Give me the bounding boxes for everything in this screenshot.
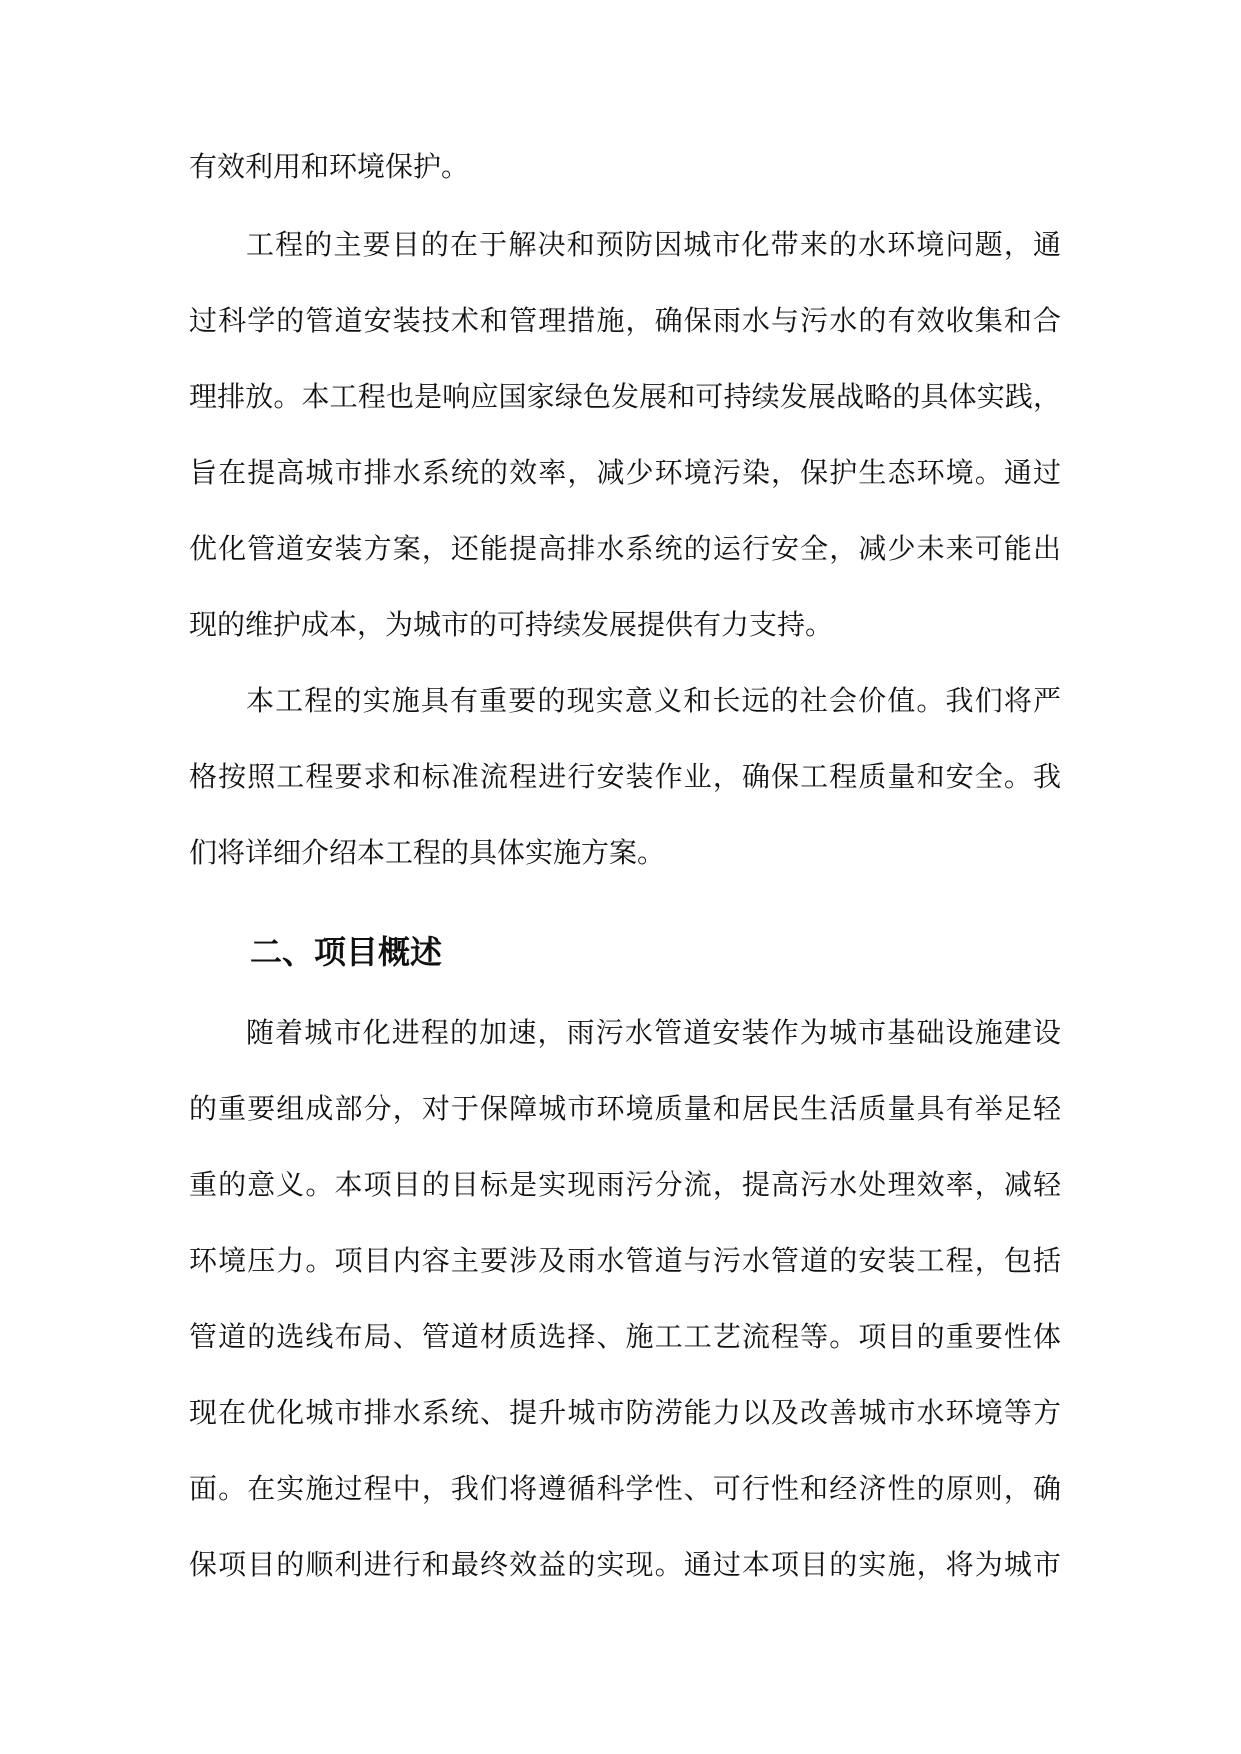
paragraph-line: 工程的主要目的在于解决和预防因城市化带来的水环境问题，通 (246, 228, 1061, 261)
paragraph-line: 管道的选线布局、管道材质选择、施工工艺流程等。项目的重要性体 (189, 1320, 1061, 1353)
paragraph-line: 优化管道安装方案，还能提高排水系统的运行安全，减少未来可能出 (189, 532, 1061, 565)
paragraph-line: 有效利用和环境保护。 (189, 150, 470, 183)
paragraph-line: 环境压力。项目内容主要涉及雨水管道与污水管道的安装工程，包括 (189, 1244, 1061, 1277)
paragraph-line: 旨在提高城市排水系统的效率，减少环境污染，保护生态环境。通过 (189, 456, 1061, 489)
paragraph-line: 现的维护成本，为城市的可持续发展提供有力支持。 (189, 608, 834, 641)
paragraph-line: 保项目的顺利进行和最终效益的实现。通过本项目的实施，将为城市 (189, 1548, 1061, 1581)
paragraph-line: 本工程的实施具有重要的现实意义和长远的社会价值。我们将严 (246, 684, 1061, 717)
paragraph-line: 们将详细介绍本工程的具体实施方案。 (189, 836, 666, 869)
section-heading: 二、项目概述 (250, 933, 443, 971)
paragraph-line: 理排放。本工程也是响应国家绿色发展和可持续发展战略的具体实践， (189, 380, 1061, 413)
paragraph-line: 的重要组成部分，对于保障城市环境质量和居民生活质量具有举足轻 (189, 1092, 1061, 1125)
paragraph-line: 面。在实施过程中，我们将遵循科学性、可行性和经济性的原则，确 (189, 1472, 1061, 1505)
paragraph-line: 过科学的管道安装技术和管理措施，确保雨水与污水的有效收集和合 (189, 304, 1061, 337)
paragraph-line: 随着城市化进程的加速，雨污水管道安装作为城市基础设施建设 (246, 1016, 1061, 1049)
paragraph-line: 格按照工程要求和标准流程进行安装作业，确保工程质量和安全。我 (189, 760, 1061, 793)
paragraph-line: 重的意义。本项目的目标是实现雨污分流，提高污水处理效率，减轻 (189, 1168, 1061, 1201)
paragraph-line: 现在优化城市排水系统、提升城市防涝能力以及改善城市水环境等方 (189, 1396, 1061, 1429)
